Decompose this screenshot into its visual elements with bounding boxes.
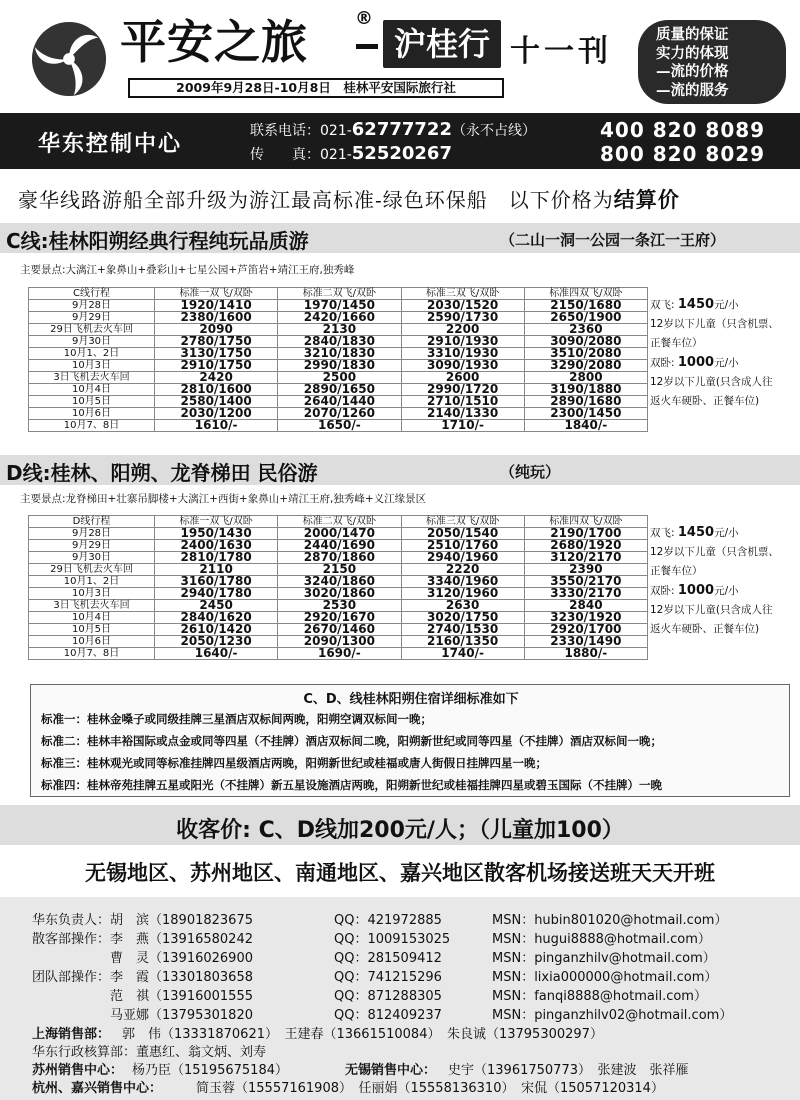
price-cell: 2450: [155, 600, 278, 612]
table-header-cell: 标准二双飞/双卧: [278, 288, 401, 300]
price-cell: 2990/1720: [401, 384, 524, 396]
table-row: [29, 648, 648, 660]
child-train-note: 12岁以下儿童(只含成人往返火车硬卧、正餐车位): [650, 376, 773, 407]
price-cell: 2380/1600: [155, 312, 278, 324]
price-cell: 2050/1540: [401, 528, 524, 540]
price-cell: 2670/1460: [278, 624, 401, 636]
airport-shuttle-note: 无锡地区、苏州地区、南通地区、嘉兴地区散客机场接送班天天开班: [85, 860, 715, 885]
price-cell: 2220: [401, 564, 524, 576]
price-cell: 2130: [278, 324, 401, 336]
price-cell: 2530: [278, 600, 401, 612]
price-cell: 3090/1930: [401, 360, 524, 372]
date-cell: 10月1、2日: [29, 576, 155, 588]
price-cell: 3240/1860: [278, 576, 401, 588]
child-flight-note: 12岁以下儿童（只含机票、正餐车位）: [650, 318, 779, 349]
price-cell: 2600: [401, 372, 524, 384]
price-cell: 2940/1780: [155, 588, 278, 600]
date-cell: 9月30日: [29, 552, 155, 564]
price-cell: 1610/-: [155, 420, 278, 432]
date-cell: 10月4日: [29, 384, 155, 396]
price-cell: 2420/1660: [278, 312, 401, 324]
staff-contact-row: [0, 985, 800, 1003]
child-flight-price: 双飞: 1450元/小: [650, 525, 739, 540]
price-cell: 2030/1520: [401, 300, 524, 312]
date-cell: 10月7、8日: [29, 648, 155, 660]
shanghai-label: 上海销售部：: [32, 1027, 111, 1042]
line-d-price-table: [28, 515, 648, 660]
price-cell: 2630: [401, 600, 524, 612]
admin-row: [0, 1041, 800, 1059]
price-cell: 3230/1920: [524, 612, 647, 624]
price-cell: 2910/1750: [155, 360, 278, 372]
price-cell: 2580/1400: [155, 396, 278, 408]
price-cell: 2030/1200: [155, 408, 278, 420]
date-cell: 9月28日: [29, 300, 155, 312]
hangzhou-row: [0, 1077, 800, 1095]
phone-number: 62777722: [351, 119, 452, 140]
table-row: [29, 420, 648, 432]
price-cell: 3210/1830: [278, 348, 401, 360]
date-cell: 9月29日: [29, 312, 155, 324]
table-header-cell: 标准四双飞/双卧: [524, 516, 647, 528]
child-train-price: 双卧: 1000元/小: [650, 583, 739, 598]
hotline-400: 400 820 8089: [600, 118, 766, 142]
hotel-standards: [30, 684, 790, 797]
price-cell: 1690/-: [278, 648, 401, 660]
price-cell: 2420: [155, 372, 278, 384]
surcharge-bar: [0, 805, 800, 845]
fax-line: [250, 143, 452, 164]
date-cell: 29日飞机去火车回: [29, 564, 155, 576]
child-train-note: 12岁以下儿童(只含成人往返火车硬卧、正餐车位): [650, 604, 773, 635]
price-cell: 2890/1680: [524, 396, 647, 408]
price-cell: 2940/1960: [401, 552, 524, 564]
price-cell: 3020/1750: [401, 612, 524, 624]
fax-label: 传 真：021-: [250, 147, 352, 163]
price-cell: 2910/1930: [401, 336, 524, 348]
price-cell: 2160/1350: [401, 636, 524, 648]
hotel-title: C、D、线桂林阳朔住宿详细标准如下: [303, 692, 519, 707]
logo-icon: [30, 20, 108, 98]
child-train-price: 双卧: 1000元/小: [650, 355, 739, 370]
staff-msn: MSN：lixia000000@hotmail.com）: [492, 970, 718, 985]
shanghai-contacts: 郭 伟（13331870621） 王建春（13661510084） 朱良诚（13795300297）: [122, 1027, 603, 1042]
slogan-line: —流的服务: [656, 82, 729, 99]
price-cell: 1880/-: [524, 648, 647, 660]
staff-name-phone: 曹 灵（13916026900: [32, 951, 253, 966]
date-cell: 10月7、8日: [29, 420, 155, 432]
hangzhou-contacts: 简玉蓉（15557161908） 任丽娟（15558136310） 宋侃（15057120314）: [196, 1081, 664, 1096]
staff-msn: MSN：hugui8888@hotmail.com）: [492, 932, 711, 947]
surcharge-text: 收客价: C、D线加200元/人；（儿童加100）: [176, 818, 624, 843]
slogan-line: —流的价格: [656, 64, 729, 80]
price-cell: 1920/1410: [155, 300, 278, 312]
price-cell: 2140/1330: [401, 408, 524, 420]
staff-msn: MSN：pinganzhilv02@hotmail.com）: [492, 1008, 733, 1023]
staff-qq: QQ：1009153025: [334, 932, 451, 947]
price-cell: 2090: [155, 324, 278, 336]
hotel-standard-line: 标准二：桂林丰裕国际或点金或同等四星（不挂牌）酒店双标间二晚，阳朔新世纪或同等四星（不挂牌）酒店双标间一晚；: [41, 734, 662, 748]
date-agency-line: 2009年9月28日-10月8日 桂林平安国际旅行社: [128, 78, 504, 98]
suzhou-wuxi-row: [0, 1059, 800, 1077]
date-cell: 10月4日: [29, 612, 155, 624]
date-cell: 9月28日: [29, 528, 155, 540]
price-cell: 2740/1530: [401, 624, 524, 636]
hotel-standard-line: 标准三：桂林观光或同等标准挂牌四星级酒店两晚，阳朔新世纪或桂福或唐人街假日挂牌四星一晚；: [41, 756, 547, 770]
staff-qq: QQ：281509412: [334, 951, 442, 966]
price-cell: 2920/1670: [278, 612, 401, 624]
price-cell: 1650/-: [278, 420, 401, 432]
price-cell: 3190/1880: [524, 384, 647, 396]
table-header-cell: 标准一双飞/双卧: [155, 516, 278, 528]
price-cell: 2680/1920: [524, 540, 647, 552]
suzhou-label: 苏州销售中心：: [32, 1063, 124, 1078]
price-cell: 1950/1430: [155, 528, 278, 540]
hotel-standard-line: 标准一：桂林金嗓子或同级挂牌三星酒店双标间两晚，阳朔空调双标间一晚；: [41, 712, 432, 726]
date-cell: 10月3日: [29, 588, 155, 600]
line-d-child-prices: [650, 523, 780, 639]
table-header-cell: 标准一双飞/双卧: [155, 288, 278, 300]
staff-name-phone: 范 祺（13916001555: [32, 989, 253, 1004]
wuxi-label: 无锡销售中心：: [345, 1063, 437, 1078]
headline-bold: 结算价: [613, 187, 680, 212]
phone-label: 联系电话：021-: [250, 123, 352, 139]
price-cell: 2810/1600: [155, 384, 278, 396]
price-cell: 2150: [278, 564, 401, 576]
headline-text: 豪华线路游船全部升级为游江最高标准-绿色环保船 以下价格为: [18, 188, 614, 212]
line-c-price-table: [28, 287, 648, 432]
fax-number: 52520267: [351, 143, 452, 164]
date-cell: 9月30日: [29, 336, 155, 348]
line-d-spots: 主要景点:龙脊梯田+壮寨吊脚楼+大漓江+西街+象鼻山+靖江王府,独秀峰+义江缘景区: [20, 493, 427, 505]
staff-qq: QQ：421972885: [334, 913, 442, 928]
price-cell: 3340/1960: [401, 576, 524, 588]
table-header-cell: D线行程: [29, 516, 155, 528]
date-cell: 10月5日: [29, 396, 155, 408]
staff-name-phone: 马亚娜（13795301820: [32, 1008, 253, 1023]
staff-name-phone: 团队部操作：李 霞（13301803658: [32, 970, 253, 985]
date-cell: 29日飞机去火车回: [29, 324, 155, 336]
line-c-child-prices: [650, 295, 780, 411]
line-c-spots: 主要景点:大漓江+象鼻山+叠彩山+七星公园+芦笛岩+靖江王府,独秀峰: [20, 264, 355, 276]
price-cell: 2840/1620: [155, 612, 278, 624]
price-cell: 3120/1960: [401, 588, 524, 600]
price-cell: 2590/1730: [401, 312, 524, 324]
staff-qq: QQ：871288305: [334, 989, 442, 1004]
table-header-cell: 标准三双飞/双卧: [401, 288, 524, 300]
title-dash: [356, 44, 378, 49]
date-cell: 10月6日: [29, 636, 155, 648]
staff-contact-row: [0, 947, 800, 965]
price-cell: 2640/1440: [278, 396, 401, 408]
price-cell: 2500: [278, 372, 401, 384]
price-cell: 2330/1490: [524, 636, 647, 648]
date-cell: 3日飞机去火车回: [29, 600, 155, 612]
hotline-800: 800 820 8029: [600, 142, 766, 166]
staff-name-phone: 华东负责人：胡 滨（18901823675: [32, 913, 253, 928]
staff-msn: MSN：fanqi8888@hotmail.com）: [492, 989, 707, 1004]
price-cell: 2400/1630: [155, 540, 278, 552]
price-cell: 2050/1230: [155, 636, 278, 648]
contact-bar: [0, 113, 800, 169]
settlement-headline: [18, 184, 680, 214]
line-c-title: C线:桂林阳朔经典行程纯玩品质游: [6, 229, 309, 253]
price-cell: 2920/1700: [524, 624, 647, 636]
table-header-cell: C线行程: [29, 288, 155, 300]
price-cell: 2200: [401, 324, 524, 336]
brand-title: 平安之旅: [120, 15, 308, 69]
price-cell: 2390: [524, 564, 647, 576]
staff-contact-row: [0, 1004, 800, 1022]
line-c-tag: （二山一洞一公园一条江一王府）: [500, 231, 726, 249]
price-cell: 3330/2170: [524, 588, 647, 600]
date-cell: 10月1、2日: [29, 348, 155, 360]
price-cell: 3290/2080: [524, 360, 647, 372]
price-cell: 1970/1450: [278, 300, 401, 312]
route-title: 沪桂行: [383, 20, 501, 68]
price-cell: 2890/1650: [278, 384, 401, 396]
price-cell: 2840/1830: [278, 336, 401, 348]
line-d-tag: （纯玩）: [500, 463, 561, 481]
date-cell: 3日飞机去火车回: [29, 372, 155, 384]
price-cell: 3130/1750: [155, 348, 278, 360]
table-header-cell: 标准三双飞/双卧: [401, 516, 524, 528]
price-cell: 2990/1830: [278, 360, 401, 372]
slogan-line: 实力的体现: [656, 45, 729, 62]
price-cell: 1740/-: [401, 648, 524, 660]
price-cell: 2780/1750: [155, 336, 278, 348]
staff-msn: MSN：pinganzhilv@hotmail.com）: [492, 951, 716, 966]
table-header-cell: 标准四双飞/双卧: [524, 288, 647, 300]
staff-contact-row: [0, 966, 800, 984]
hangzhou-label: 杭州、嘉兴销售中心：: [32, 1081, 163, 1096]
phone-note: （永不占线）: [451, 123, 536, 139]
price-cell: 1710/-: [401, 420, 524, 432]
price-cell: 3090/2080: [524, 336, 647, 348]
staff-msn: MSN：hubin801020@hotmail.com）: [492, 913, 728, 928]
price-cell: 2810/1780: [155, 552, 278, 564]
price-cell: 1640/-: [155, 648, 278, 660]
price-cell: 3160/1780: [155, 576, 278, 588]
price-cell: 3310/1930: [401, 348, 524, 360]
price-cell: 2300/1450: [524, 408, 647, 420]
price-cell: 3550/2170: [524, 576, 647, 588]
price-cell: 1840/-: [524, 420, 647, 432]
price-cell: 3020/1860: [278, 588, 401, 600]
price-cell: 2870/1860: [278, 552, 401, 564]
admin-contacts: 华东行政核算部：董惠红、翁文炳、刘寿: [32, 1045, 267, 1060]
staff-qq: QQ：741215296: [334, 970, 442, 985]
date-cell: 10月3日: [29, 360, 155, 372]
price-cell: 2000/1470: [278, 528, 401, 540]
price-cell: 2840: [524, 600, 647, 612]
price-cell: 2090/1300: [278, 636, 401, 648]
line-c-title-bar: [0, 223, 800, 253]
slogan-line: 质量的保证: [656, 27, 729, 43]
price-cell: 3120/2170: [524, 552, 647, 564]
price-cell: 2710/1510: [401, 396, 524, 408]
staff-contact-row: [0, 909, 800, 927]
hotel-standard-line: 标准四：桂林帝苑挂牌五星或阳光（不挂牌）新五星设施酒店两晚，阳朔新世纪或桂福挂牌四星或碧玉国际（不挂牌）一晚: [41, 778, 662, 792]
date-cell: 10月5日: [29, 624, 155, 636]
staff-qq: QQ：812409237: [334, 1008, 442, 1023]
child-flight-note: 12岁以下儿童（只含机票、正餐车位）: [650, 546, 779, 577]
child-flight-price: 双飞: 1450元/小: [650, 297, 739, 312]
price-cell: 2440/1690: [278, 540, 401, 552]
table-header-cell: 标准二双飞/双卧: [278, 516, 401, 528]
price-cell: 3510/2080: [524, 348, 647, 360]
contacts-footer: [0, 897, 800, 1100]
price-cell: 2110: [155, 564, 278, 576]
slogan-bubble: [638, 20, 786, 104]
price-cell: 2510/1760: [401, 540, 524, 552]
phone-line: [250, 119, 536, 140]
price-cell: 2650/1900: [524, 312, 647, 324]
shanghai-sales-row: [0, 1023, 800, 1041]
price-cell: 2610/1420: [155, 624, 278, 636]
date-cell: 10月6日: [29, 408, 155, 420]
line-d-title-bar: [0, 455, 800, 485]
wuxi-contacts: 史宇（13961750773） 张建波 张祥雁: [448, 1063, 689, 1078]
line-d-title: D线:桂林、阳朔、龙脊梯田 民俗游: [6, 461, 318, 485]
staff-contact-row: [0, 928, 800, 946]
price-cell: 2800: [524, 372, 647, 384]
price-cell: 2070/1260: [278, 408, 401, 420]
date-cell: 9月29日: [29, 540, 155, 552]
control-center-name: 华东控制中心: [38, 132, 183, 157]
price-cell: 2190/1700: [524, 528, 647, 540]
price-cell: 2360: [524, 324, 647, 336]
suzhou-contacts: 杨乃臣（15195675184）: [132, 1063, 288, 1078]
issue-title: 十一刊: [510, 34, 612, 69]
staff-name-phone: 散客部操作：李 燕（13916580242: [32, 932, 253, 947]
price-cell: 2150/1680: [524, 300, 647, 312]
registered-mark: ®: [355, 8, 373, 29]
